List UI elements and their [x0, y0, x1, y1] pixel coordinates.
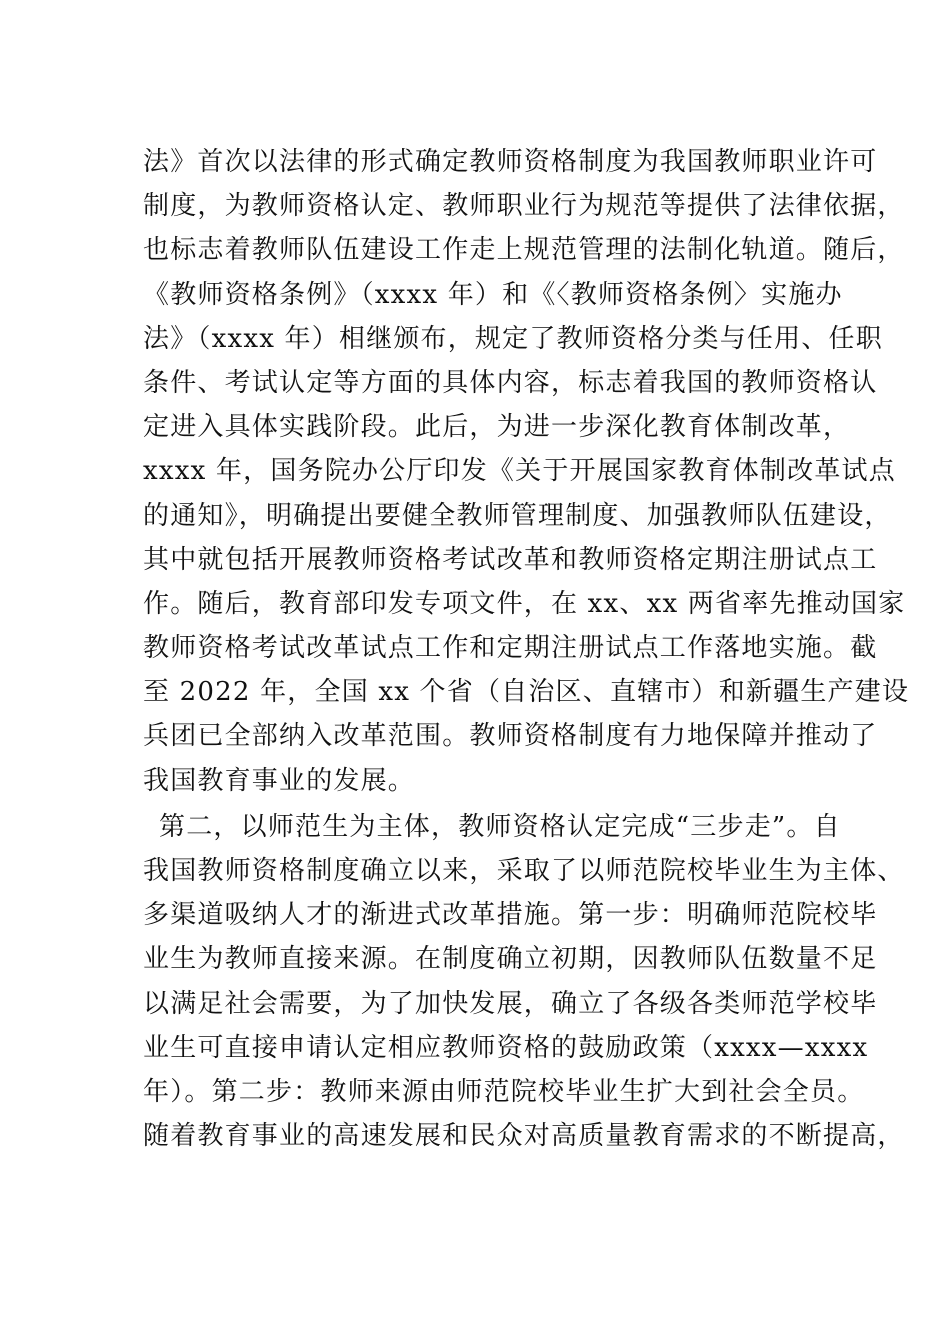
text-line-first-indented: 第二，以师范生为主体，教师资格认定完成“三步走”。自: [159, 811, 841, 842]
text-line: 业生可直接申请认定相应教师资格的鼓励政策（xxxx—xxxx: [143, 1032, 869, 1063]
text-line: 的通知》，明确提出要健全教师管理制度、加强教师队伍建设，: [143, 500, 892, 531]
text-line: 年）。第二步：教师来源由师范院校毕业生扩大到社会全员。: [143, 1076, 865, 1107]
text-line: 作。随后，教育部印发专项文件，在 xx、xx 两省率先推动国家: [143, 588, 906, 619]
text-line: 我国教育事业的发展。: [143, 765, 416, 796]
text-line: 《教师资格条例》（xxxx 年）和《〈教师资格条例〉实施办: [143, 279, 843, 310]
text-line: 制度，为教师资格认定、教师职业行为规范等提供了法律依据，: [143, 191, 905, 222]
paragraph-1: [143, 140, 910, 803]
text-line: 我国教师资格制度确立以来，采取了以师范院校毕业生为主体、: [143, 856, 905, 886]
text-line: 法》（xxxx 年）相继颁布，规定了教师资格分类与任用、任职: [143, 323, 883, 354]
text-line: 其中就包括开展教师资格考试改革和教师资格定期注册试点工: [143, 544, 878, 575]
text-line: 也标志着教师队伍建设工作走上规范管理的法制化轨道。随后，: [143, 235, 905, 266]
text-line: 教师资格考试改革试点工作和定期注册试点工作落地实施。截: [143, 633, 878, 664]
text-line: 法》首次以法律的形式确定教师资格制度为我国教师职业许可: [143, 147, 878, 177]
text-line: 定进入具体实践阶段。此后，为进一步深化教育体制改革，: [143, 412, 851, 443]
text-line: 条件、考试认定等方面的具体内容，标志着我国的教师资格认: [143, 367, 878, 398]
paragraph-2: [143, 805, 905, 1159]
text-line: xxxx 年，国务院办公厅印发《关于开展国家教育体制改革试点: [143, 456, 896, 487]
text-line: 兵团已全部纳入改革范围。教师资格制度有力地保障并推动了: [143, 721, 878, 752]
text-line: 业生为教师直接来源。在制度确立初期，因教师队伍数量不足: [143, 944, 878, 975]
text-line: 以满足社会需要，为了加快发展，确立了各级各类师范学校毕: [143, 988, 878, 1019]
text-line: 至 2022 年，全国 xx 个省（自治区、直辖市）和新疆生产建设: [143, 677, 910, 708]
text-line: 随着教育事业的高速发展和民众对高质量教育需求的不断提高，: [143, 1121, 905, 1152]
document-body: [143, 140, 910, 1158]
text-line: 多渠道吸纳人才的渐进式改革措施。第一步：明确师范院校毕: [143, 900, 878, 931]
